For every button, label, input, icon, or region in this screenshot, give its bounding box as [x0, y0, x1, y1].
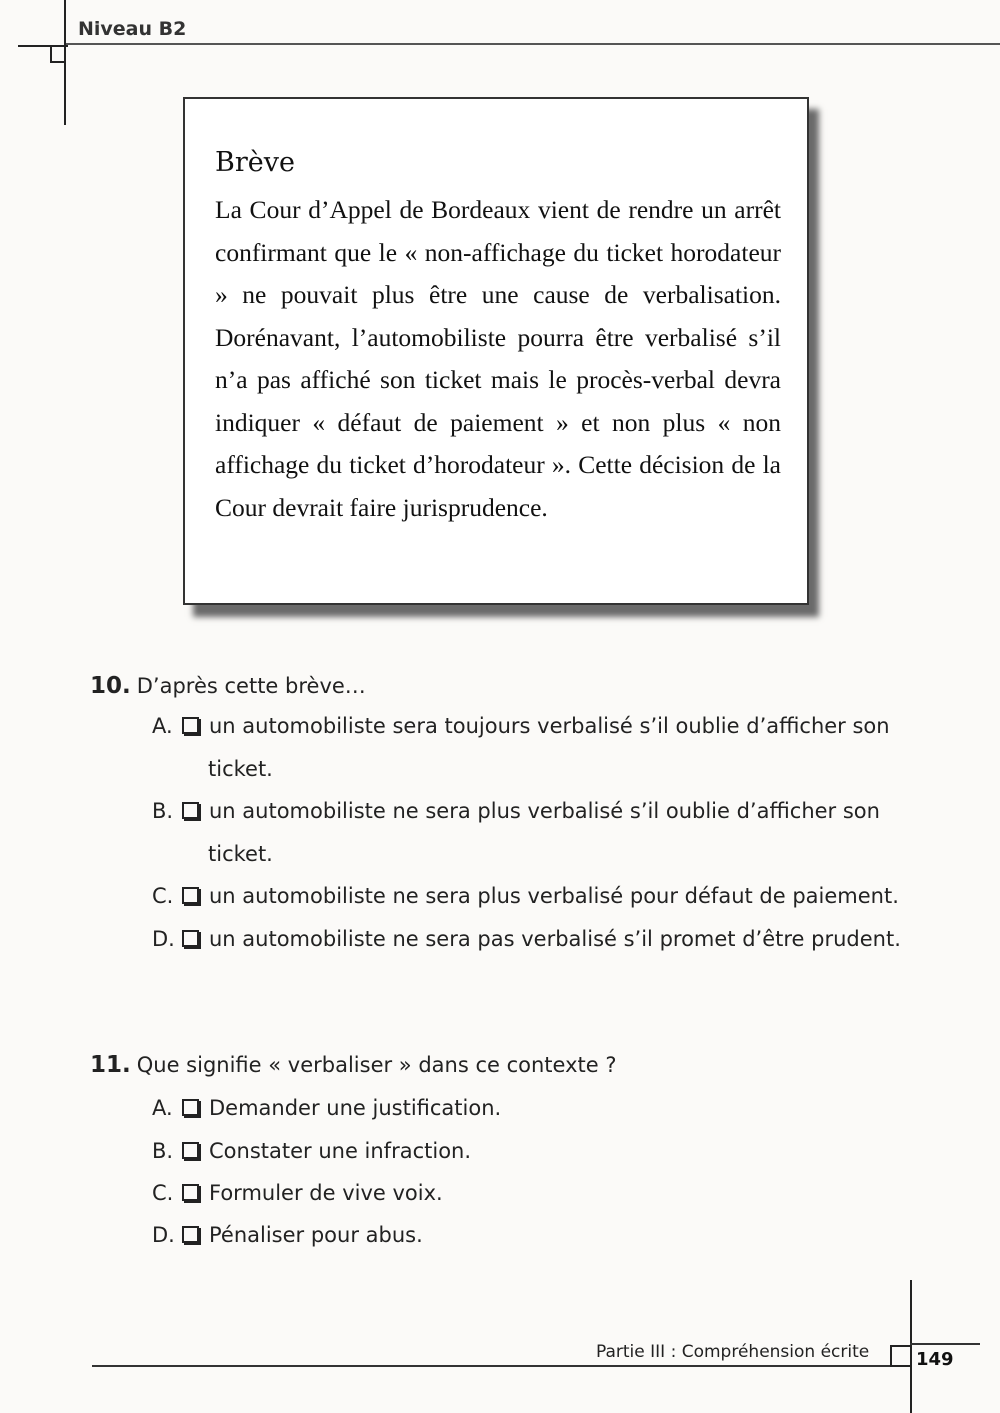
option-letter: B.: [152, 1139, 174, 1163]
option-text: Pénaliser pour abus.: [209, 1223, 423, 1247]
question-text: D’après cette brève…: [136, 674, 366, 698]
checkbox-icon[interactable]: [182, 1099, 199, 1116]
checkbox-icon[interactable]: [182, 1142, 199, 1159]
page-number: 149: [916, 1349, 954, 1370]
option-letter: A.: [152, 1096, 173, 1120]
breve-title: Brève: [215, 147, 295, 178]
option-text: un automobiliste ne sera plus verbalisé pour défaut de paiement.: [209, 884, 899, 908]
q11-option-d[interactable]: [152, 1214, 423, 1257]
option-letter: D.: [152, 927, 175, 951]
checkbox-icon[interactable]: [182, 1184, 199, 1201]
option-text: un automobiliste sera toujours verbalisé s’il oublie d’afficher son: [209, 714, 890, 738]
question-number: 11.: [90, 1052, 131, 1078]
checkbox-icon[interactable]: [182, 930, 199, 947]
q10-option-a[interactable]: [152, 705, 890, 791]
crop-mark-vertical: [910, 1280, 912, 1413]
question-11: [90, 1052, 616, 1078]
option-text: Constater une infraction.: [209, 1139, 472, 1163]
option-text-continued: ticket.: [208, 757, 273, 781]
q10-option-d[interactable]: [152, 918, 901, 961]
option-text: un automobiliste ne sera pas verbalisé s’il promet d’être prudent.: [209, 927, 901, 951]
option-letter: C.: [152, 1181, 174, 1205]
option-letter: A.: [152, 714, 173, 738]
q10-option-c[interactable]: [152, 875, 899, 918]
breve-article-box: [183, 97, 809, 605]
section-label: Partie III : Compréhension écrite: [596, 1342, 870, 1362]
option-text-continued: ticket.: [208, 842, 273, 866]
crop-mark-corner: [890, 1345, 910, 1367]
question-10: [90, 673, 366, 699]
q11-option-b[interactable]: [152, 1130, 471, 1173]
option-letter: B.: [152, 799, 174, 823]
q11-option-c[interactable]: [152, 1172, 443, 1215]
option-letter: C.: [152, 884, 174, 908]
q11-option-a[interactable]: [152, 1087, 501, 1130]
question-number: 10.: [90, 673, 131, 699]
option-text: un automobiliste ne sera plus verbalisé s’il oublie d’afficher son: [209, 799, 880, 823]
crop-mark-horizontal: [910, 1343, 980, 1345]
option-text: Formuler de vive voix.: [209, 1181, 443, 1205]
header-rule: [66, 43, 1000, 45]
q10-option-b[interactable]: [152, 790, 880, 876]
breve-body: La Cour d’Appel de Bordeaux vient de rendre un arrêt confirmant que le « non-affichage du ticket horodateur » ne pouvait plus être une cause de verbalisation. Dorénavant, l’automobiliste pourra être verbalisé s’il n’a pas affiché son ticket mais le procès-verbal devra indiquer « défaut de paiement » et non plus « non affichage du ticket d’horodateur ». Cette décision de la Cour devrait faire jurisprudence.: [215, 195, 781, 522]
checkbox-icon[interactable]: [182, 717, 199, 734]
crop-mark-corner: [50, 45, 66, 63]
question-text: Que signifie « verbaliser » dans ce contexte ?: [136, 1053, 617, 1077]
option-text: Demander une justification.: [209, 1096, 502, 1120]
checkbox-icon[interactable]: [182, 802, 199, 819]
checkbox-icon[interactable]: [182, 1226, 199, 1243]
level-label: Niveau B2: [78, 18, 187, 40]
checkbox-icon[interactable]: [182, 887, 199, 904]
footer-rule: [92, 1365, 912, 1367]
option-letter: D.: [152, 1223, 175, 1247]
